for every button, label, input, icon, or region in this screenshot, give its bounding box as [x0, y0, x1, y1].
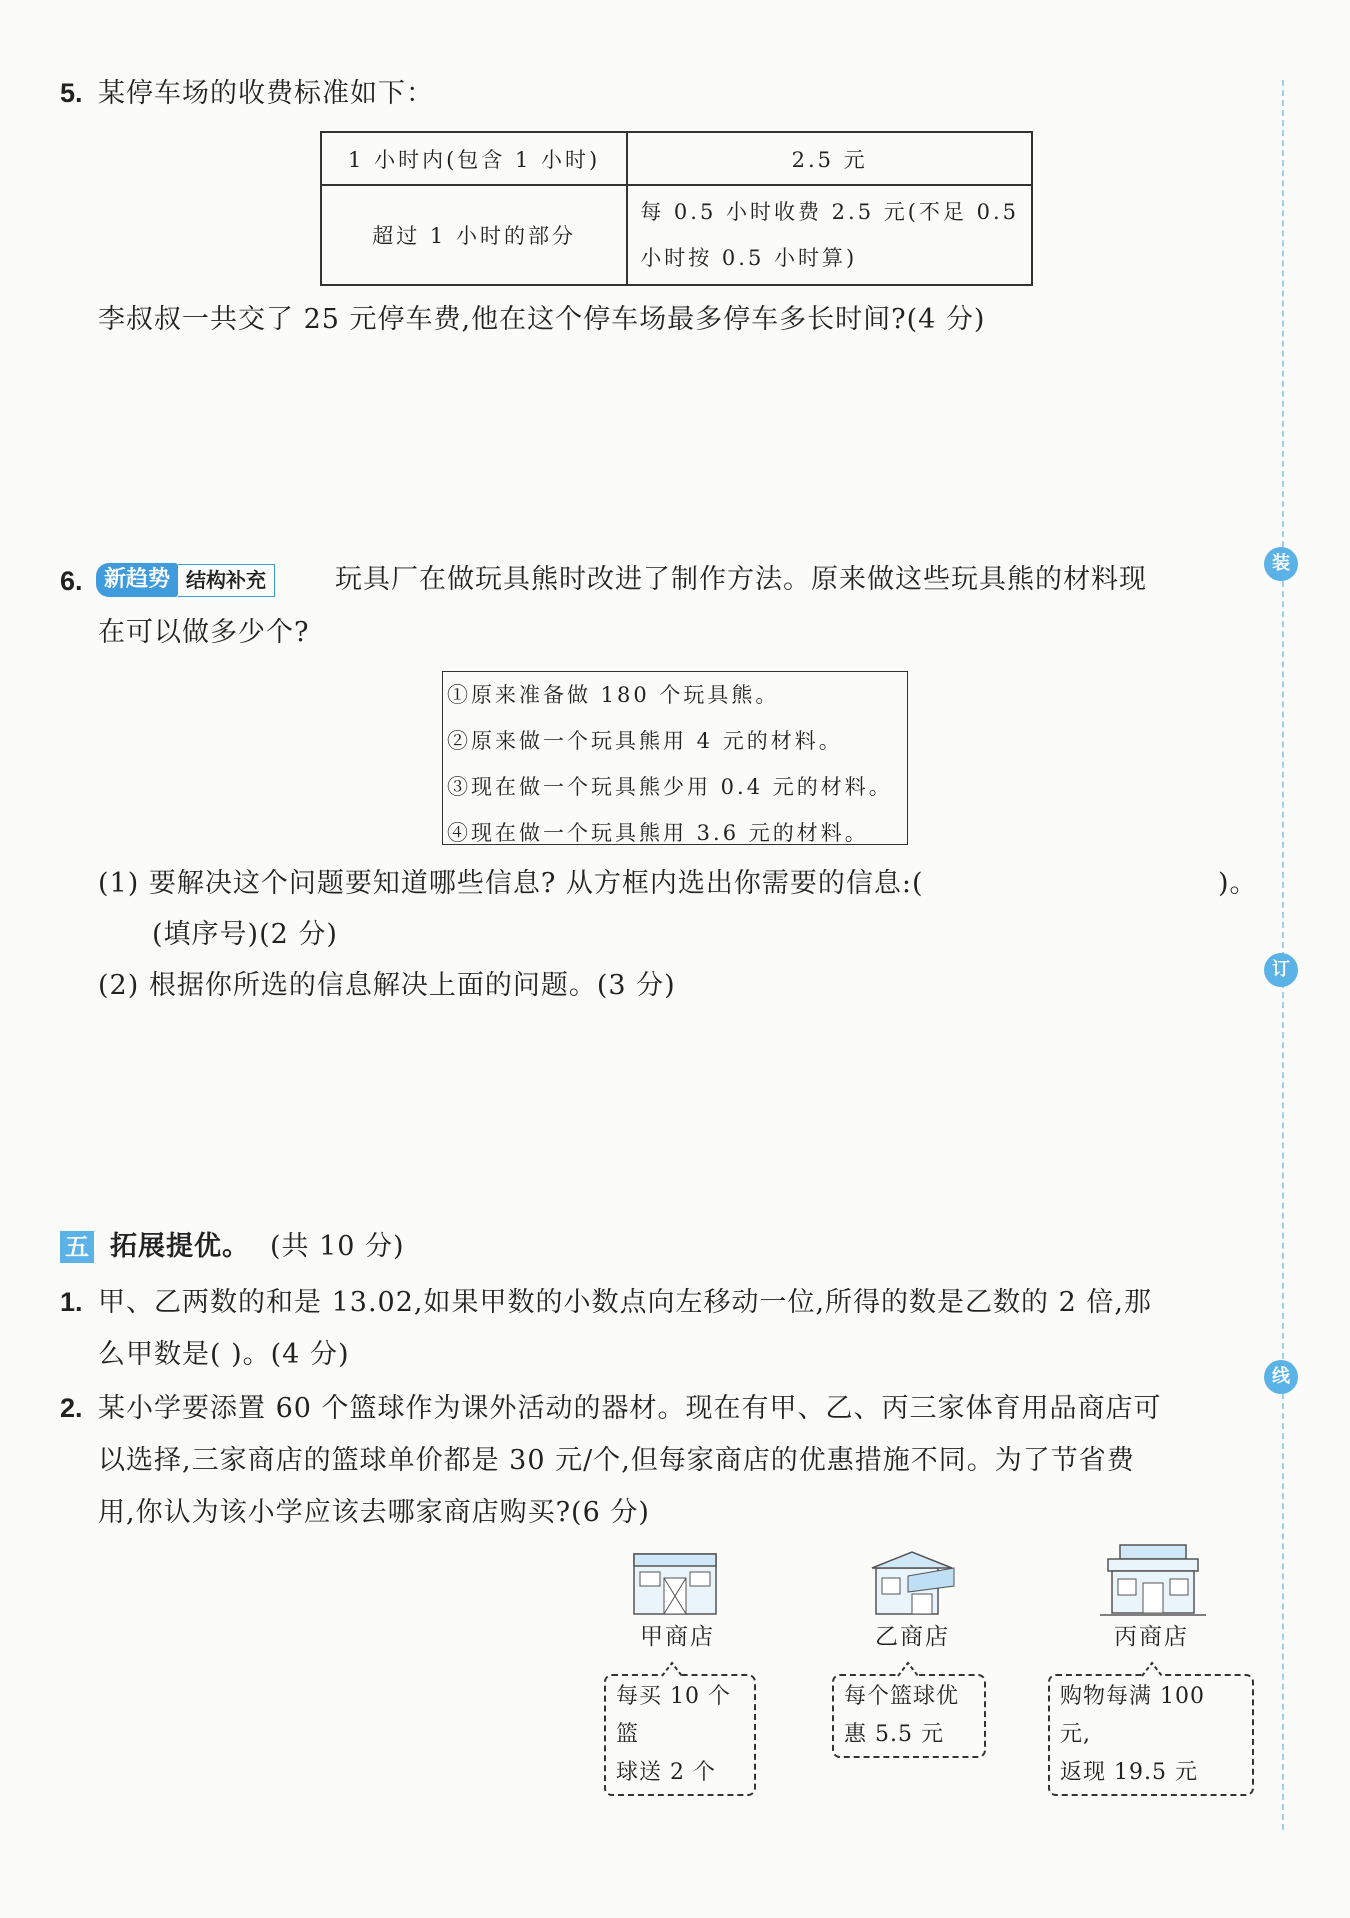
- question-text-line: 甲、乙两数的和是 13.02,如果甲数的小数点向左移动一位,所得的数是乙数的 2 倍,那: [98, 1287, 1152, 1318]
- section-icon: 五: [60, 1231, 94, 1263]
- table-cell: 1 小时内(包含 1 小时): [321, 132, 627, 185]
- subquestion-1-note: (填序号)(2 分): [152, 919, 338, 950]
- binding-mark: 订: [1264, 953, 1298, 987]
- store-b-building-icon: [868, 1546, 956, 1620]
- store-name: 乙商店: [875, 1624, 950, 1650]
- table-cell: 超过 1 小时的部分: [321, 185, 627, 285]
- store-offer-bubble: [604, 1674, 756, 1796]
- offer-line: 惠 5.5 元: [844, 1722, 944, 1747]
- parking-fee-table: [320, 131, 1033, 286]
- question-text-line: 在可以做多少个?: [98, 617, 310, 648]
- store-offer-bubble: [832, 1674, 986, 1758]
- question-text-line: 以选择,三家商店的篮球单价都是 30 元/个,但每家商店的优惠措施不同。为了节省费: [98, 1445, 1135, 1476]
- offer-line: 球送 2 个: [616, 1760, 716, 1785]
- bubble-pointer-icon: [1140, 1661, 1164, 1677]
- tag-structure: 结构补充: [178, 564, 275, 597]
- question-text: 李叔叔一共交了 25 元停车费,他在这个停车场最多停车多长时间?(4 分): [98, 304, 986, 335]
- question-number: 5.: [60, 78, 83, 108]
- question-text-line: 某小学要添置 60 个篮球作为课外活动的器材。现在有甲、乙、丙三家体育用品商店可: [98, 1393, 1162, 1424]
- section-points: (共 10 分): [270, 1231, 405, 1262]
- info-item: ①原来准备做 180 个玩具熊。: [447, 683, 780, 707]
- question-text-line: 么甲数是( )。(4 分): [98, 1339, 350, 1370]
- offer-line: 返现 19.5 元: [1060, 1760, 1198, 1785]
- question-text-line: 玩具厂在做玩具熊时改进了制作方法。原来做这些玩具熊的材料现: [335, 564, 1147, 595]
- bubble-pointer-icon: [660, 1661, 684, 1677]
- question-intro: 某停车场的收费标准如下：: [98, 78, 434, 109]
- store-a-building-icon: [630, 1548, 720, 1620]
- question-number: 6.: [60, 566, 83, 596]
- table-cell: 2.5 元: [627, 132, 1032, 185]
- offer-line: 每个篮球优: [844, 1684, 960, 1709]
- subquestion-1: (1) 要解决这个问题要知道哪些信息? 从方框内选出你需要的信息:(: [98, 868, 924, 899]
- offer-line: 每买 10 个篮: [616, 1684, 731, 1747]
- section-title: 拓展提优。: [110, 1231, 250, 1262]
- store-c-building-icon: [1098, 1543, 1208, 1621]
- tag-new-trend: 新趋势: [96, 563, 178, 597]
- info-item: ④现在做一个玩具熊用 3.6 元的材料。: [447, 821, 869, 845]
- store-name: 丙商店: [1114, 1624, 1189, 1650]
- table-cell: [627, 185, 1032, 285]
- bubble-pointer-icon: [896, 1661, 920, 1677]
- answer-blank-close: )。: [1218, 868, 1258, 899]
- store-offer-bubble: [1048, 1674, 1254, 1796]
- question-tag: [96, 563, 275, 597]
- info-box: [442, 671, 908, 845]
- table-cell-line: 每 0.5 小时收费 2.5 元(不足 0.5: [640, 200, 1019, 224]
- subquestion-2: (2) 根据你所选的信息解决上面的问题。(3 分): [98, 970, 676, 1001]
- question-text-line: 用,你认为该小学应该去哪家商店购买?(6 分): [98, 1497, 650, 1528]
- table-cell-line: 小时按 0.5 小时算): [640, 246, 858, 270]
- binding-mark: 装: [1264, 547, 1298, 581]
- info-item: ③现在做一个玩具熊少用 0.4 元的材料。: [447, 775, 893, 799]
- store-name: 甲商店: [640, 1624, 715, 1650]
- info-item: ②原来做一个玩具熊用 4 元的材料。: [447, 729, 843, 753]
- offer-line: 购物每满 100 元,: [1060, 1684, 1205, 1747]
- binding-mark: 线: [1264, 1360, 1298, 1394]
- question-number: 1.: [60, 1287, 83, 1317]
- question-number: 2.: [60, 1393, 83, 1423]
